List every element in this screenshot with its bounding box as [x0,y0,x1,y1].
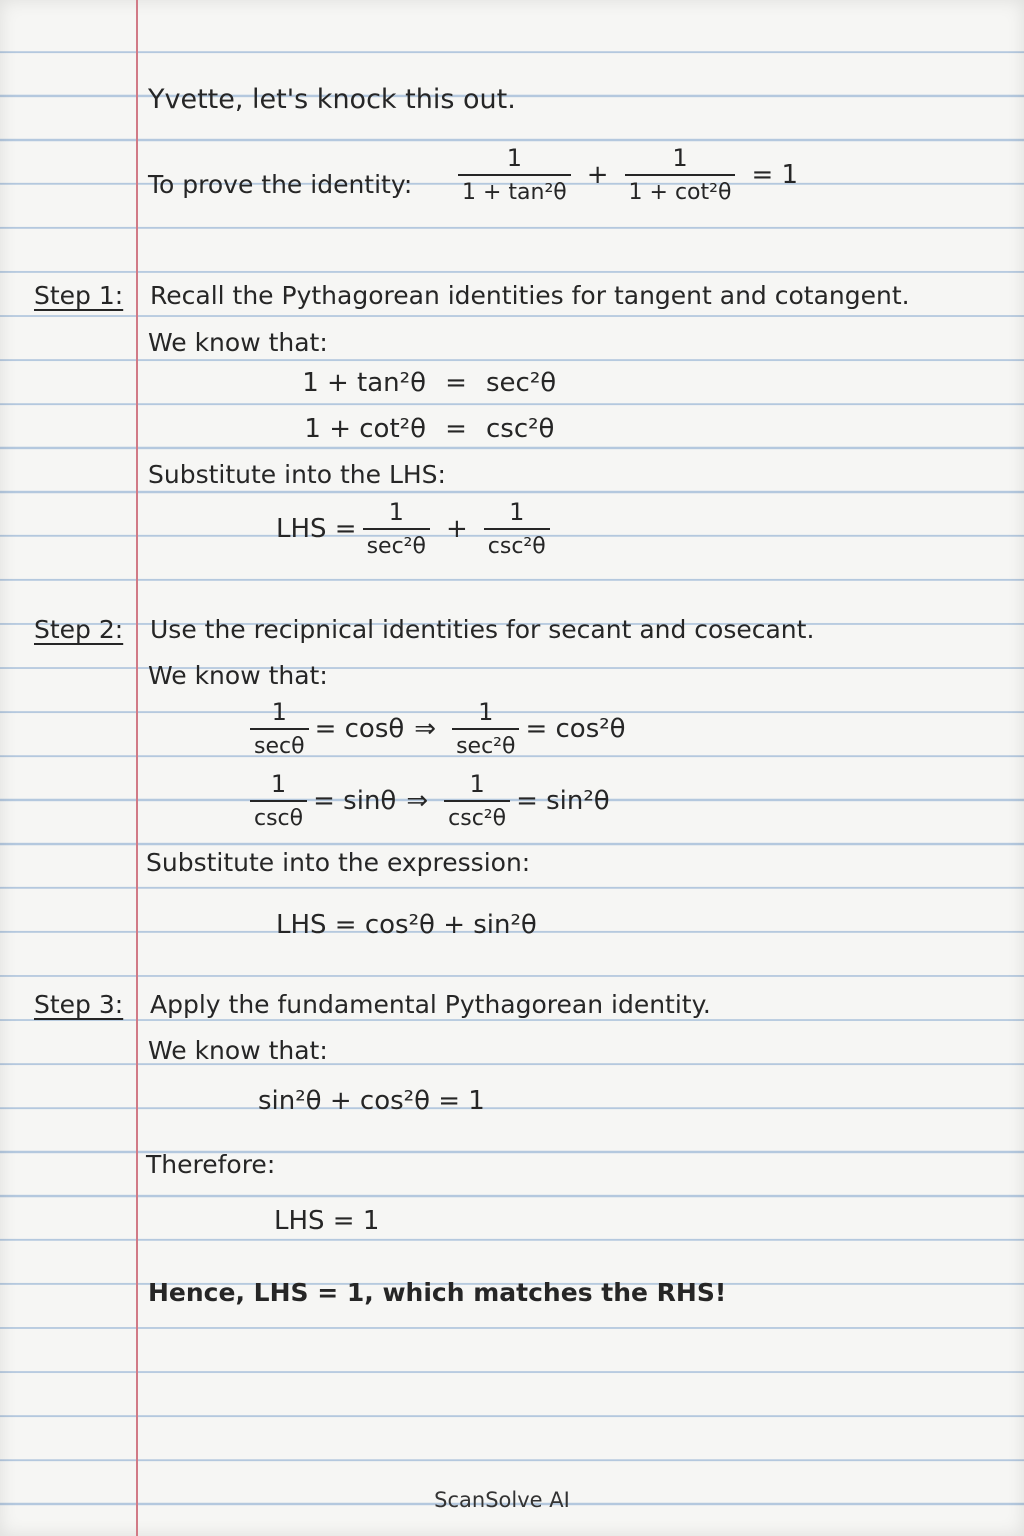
identity-rhs: sec²θ [486,368,557,398]
reciprocal-squared-frac [444,772,510,830]
step-3-heading: Apply the fundamental Pythagorean identity. [150,990,711,1019]
fraction-numerator: 1 [270,770,287,798]
intro-frac-1 [458,146,571,204]
fraction-numerator: 1 [271,698,287,726]
reciprocal-value: = sinθ [313,786,397,816]
reciprocal-frac [250,772,307,830]
identity-rhs: csc²θ [486,414,555,444]
fraction-denominator: sec²θ [363,528,430,558]
reciprocal-squared-value: = cos²θ [525,714,626,744]
fraction-denominator: 1 + cot²θ [625,174,736,204]
fraction-denominator: sec²θ [452,728,519,758]
plus-sign: + [586,160,609,190]
reciprocal-row [244,772,610,830]
step-2-label: Step 2: [34,615,124,644]
step-3-result: LHS = 1 [274,1206,380,1236]
step-3-therefore: Therefore: [146,1150,276,1179]
implies-arrow: ⇒ [414,714,437,744]
step-1-we-know: We know that: [148,328,328,357]
conclusion: Hence, LHS = 1, which matches the RHS! [148,1278,727,1307]
step-2-result: LHS = cos²θ + sin²θ [276,910,537,940]
step-3-we-know: We know that: [148,1036,328,1065]
implies-arrow: ⇒ [406,786,429,816]
identity-lhs: 1 + tan²θ [302,368,426,398]
fraction-denominator: csc²θ [444,800,510,830]
step-2-heading: Use the recipnical identities for secant and cosecant. [150,615,815,644]
step-2-we-know: We know that: [148,661,328,690]
step-1-lhs-expression [276,500,556,558]
lhs-frac-2 [484,500,550,558]
reciprocal-squared-frac [452,700,519,758]
fraction-numerator: 1 [469,770,485,798]
identity-row [166,416,554,442]
reciprocal-squared-value: = sin²θ [516,786,610,816]
pythagorean-identity: sin²θ + cos²θ = 1 [258,1086,485,1116]
greeting: Yvette, let's knock this out. [148,84,516,115]
step-1-substitute: Substitute into the LHS: [148,460,446,489]
fraction-denominator: cscθ [250,800,307,830]
identity-row [166,370,556,396]
fraction-numerator: 1 [506,144,523,172]
intro-identity [452,146,808,204]
step-1-label: Step 1: [34,281,124,310]
reciprocal-frac [250,700,309,758]
step-2-substitute: Substitute into the expression: [146,848,531,877]
fraction-numerator: 1 [672,144,688,172]
fraction-numerator: 1 [388,498,404,526]
fraction-denominator: 1 + tan²θ [458,174,571,204]
plus-sign: + [445,514,468,544]
reciprocal-row [244,700,626,758]
intro-text: To prove the identity: [148,170,413,199]
fraction-denominator: secθ [250,728,309,758]
step-1-heading: Recall the Pythagorean identities for tangent and cotangent. [150,281,910,310]
fraction-numerator: 1 [509,498,525,526]
footer-brand: ScanSolve AI [434,1488,570,1512]
intro-rhs: = 1 [751,160,799,190]
identity-eq: = [445,368,467,398]
step-3-label: Step 3: [34,990,124,1019]
reciprocal-value: = cosθ [314,714,405,744]
intro-frac-2 [625,146,736,204]
identity-lhs: 1 + cot²θ [304,414,426,444]
identity-eq: = [445,414,467,444]
fraction-denominator: csc²θ [484,528,550,558]
lhs-label: LHS = [276,514,357,544]
lhs-frac-1 [363,500,430,558]
margin-line [136,0,138,1536]
fraction-numerator: 1 [478,698,494,726]
